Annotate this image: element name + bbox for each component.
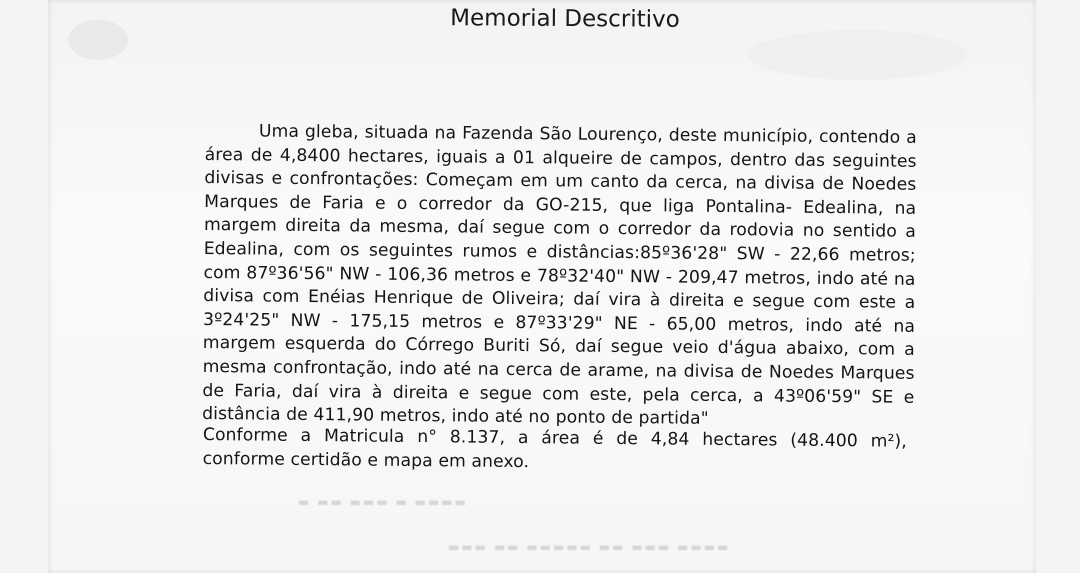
left-margin bbox=[0, 0, 48, 573]
bleed-through-text: ▬▬▬ ▬▬ ▬▬▬▬▬ ▬▬ ▬▬▬ ▬▬▬▬ bbox=[448, 540, 731, 554]
right-margin bbox=[1036, 0, 1080, 573]
body-paragraph-registration: Conforme a Matricula n° 8.137, a área é de 4,84 hectares (48.400 m²), conforme certidão e mapa em anexo. bbox=[202, 424, 907, 472]
scan-smudge bbox=[748, 30, 968, 80]
page-title: Memorial Descritivo bbox=[450, 5, 680, 33]
bleed-through-text: ▬ ▬▬ ▬▬▬ ▬ ▬▬▬▬ bbox=[298, 495, 468, 509]
body-paragraph-description: Uma gleba, situada na Fazenda São Lourenço, deste município, contendo a área de 4,8400 hectares, iguais a 01 alqueire de campos, dentro das seguintes divisas e confrontações: Começam em um canto da cerca, na divisa de Noedes Marques de Faria e o corredor da GO-215, que liga Pontalina- Edealina, na margem direita da mesma, daí segue com o corredor da rodovia no sentido a Edealina, com os seguintes rumos e distâncias:85º36'28" SW - 22,66 metros; com 87º36'56" NW - 106,36 metros e 78º32'40" NW - 209,47 metros, indo até na divisa com Enéias Henrique de Oliveira; daí vira à direita e segue com este a 3º24'25" NW - 175,15 metros e 87º33'29" NE - 65,00 metros, indo até na margem esquerda do Córrego Buriti Só, daí segue veio d'água abaixo, com a mesma confrontação, indo até na cerca de arame, na divisa de Noedes Marques de Faria, daí vira à direita e segue com este, pela cerca, a 43º06'59" SE e distância de 411,90 metros, indo até no ponto de partida" bbox=[202, 121, 917, 429]
